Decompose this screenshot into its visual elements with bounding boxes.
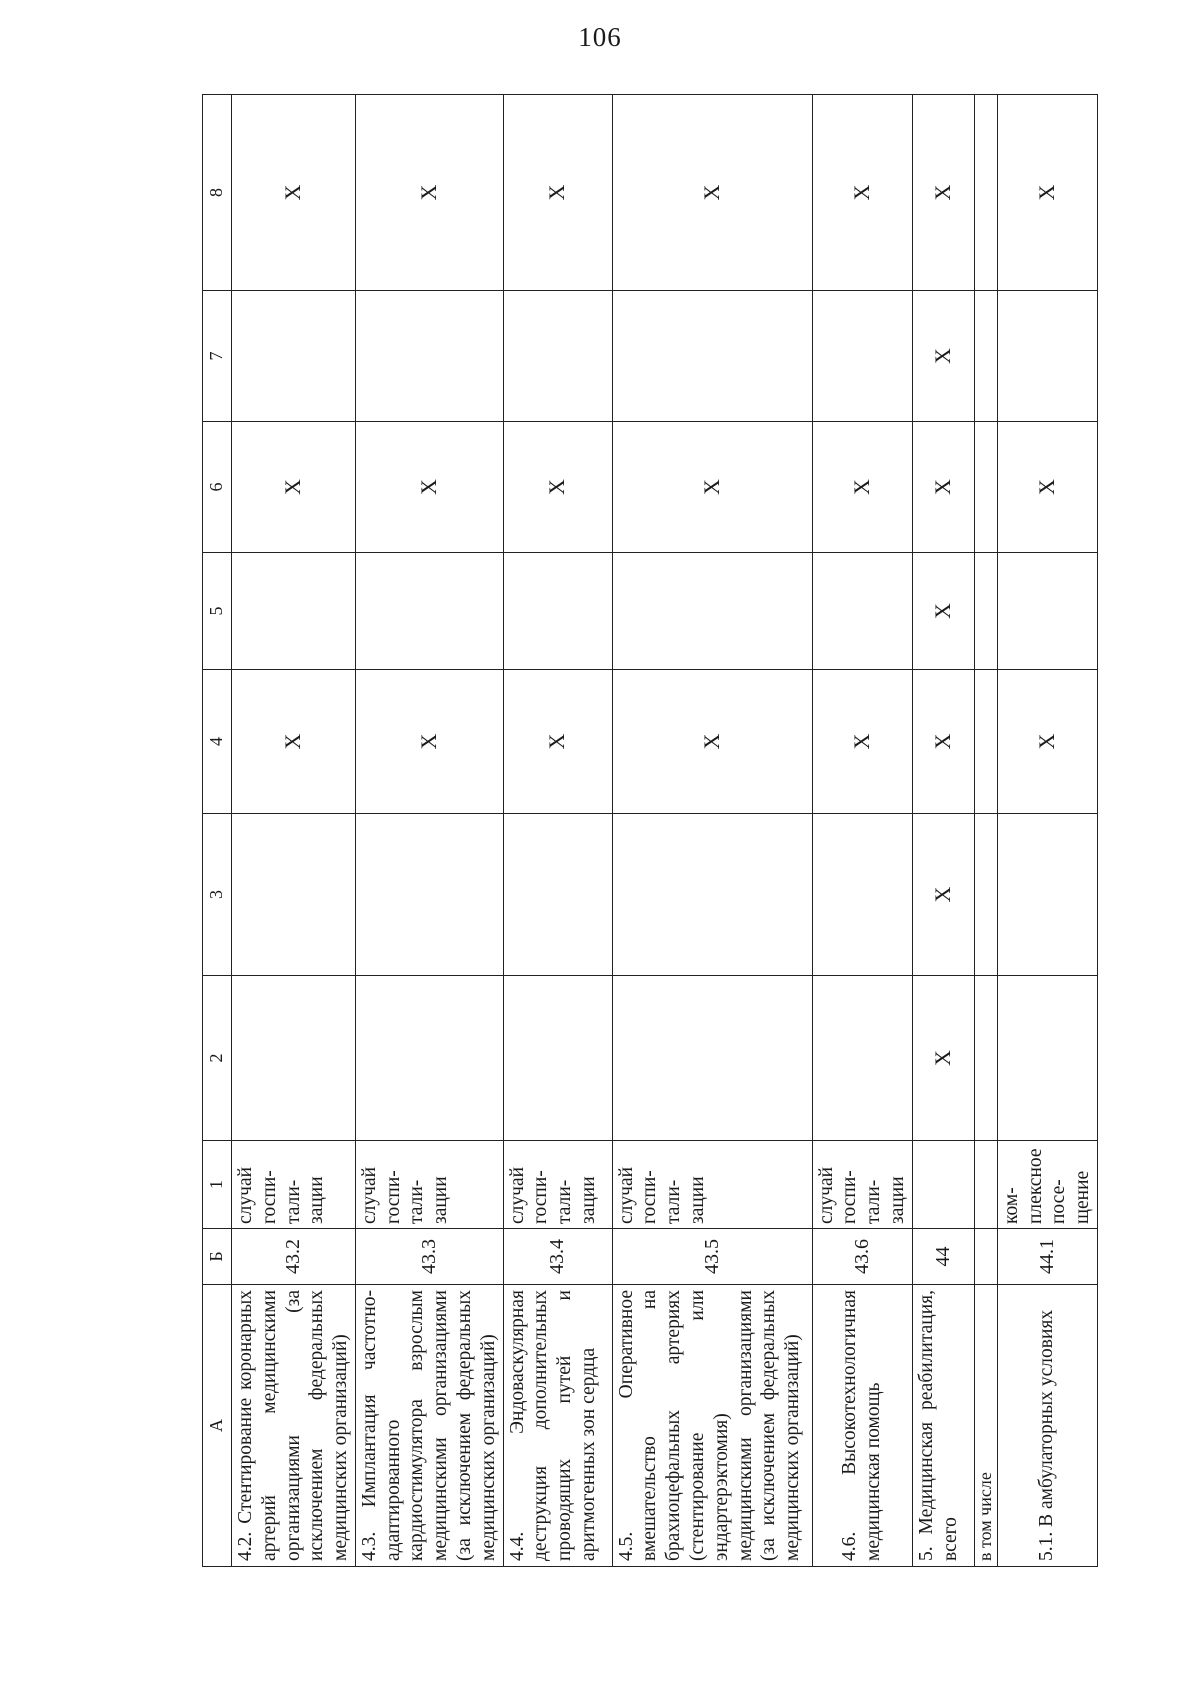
cell-col-7: [355, 291, 503, 422]
table-row: [997, 95, 1097, 1567]
col-header-b: Б: [203, 1229, 232, 1285]
col-header-5: 5: [203, 553, 232, 670]
cell-col-2: [355, 976, 503, 1141]
cell-col-3: [997, 814, 1097, 976]
cell-col-4: X: [912, 670, 974, 814]
cell-col-5: [812, 553, 912, 670]
cell-col-8: [974, 95, 997, 291]
cell-col-7: [612, 291, 812, 422]
cell-col-3: [355, 814, 503, 976]
row-unit: случай госпи-тали-зации: [503, 1141, 612, 1229]
table-row: [912, 95, 974, 1567]
cell-col-5: X: [912, 553, 974, 670]
cell-col-3: [232, 814, 356, 976]
row-unit: случай госпи-тали-зации: [812, 1141, 912, 1229]
cell-col-8: X: [997, 95, 1097, 291]
table-row: [503, 95, 612, 1567]
cell-col-2: [997, 976, 1097, 1141]
cell-col-3: [974, 814, 997, 976]
cell-col-6: X: [503, 422, 612, 553]
cell-col-6: X: [912, 422, 974, 553]
col-header-7: 7: [203, 291, 232, 422]
cell-col-4: X: [503, 670, 612, 814]
cell-col-3: [503, 814, 612, 976]
cell-col-6: X: [232, 422, 356, 553]
row-description: 5. Медицинская реабилитация, всего: [912, 1285, 974, 1567]
col-header-6: 6: [203, 422, 232, 553]
row-code: 43.3: [355, 1229, 503, 1285]
row-code: 44.1: [997, 1229, 1097, 1285]
row-unit: [974, 1141, 997, 1229]
row-code: 43.5: [612, 1229, 812, 1285]
cell-col-4: [974, 670, 997, 814]
col-header-3: 3: [203, 814, 232, 976]
cell-col-5: [503, 553, 612, 670]
cell-col-2: [612, 976, 812, 1141]
row-description: 4.3. Имплантация частотно-адаптированного кардиостимулятора взрослым медицинскими организациями (за исключением федеральных медицинских организаций): [355, 1285, 503, 1567]
rotated-table-container: [202, 95, 1127, 1567]
cell-col-3: [612, 814, 812, 976]
row-unit: [912, 1141, 974, 1229]
cell-col-5: [232, 553, 356, 670]
cell-col-7: [812, 291, 912, 422]
row-code: 43.2: [232, 1229, 356, 1285]
cell-col-7: [503, 291, 612, 422]
cell-col-4: X: [997, 670, 1097, 814]
table-row: [974, 95, 997, 1567]
row-unit: ком-плексное посе-щение: [997, 1141, 1097, 1229]
row-description: 4.5. Оперативное вмешательство на брахиоцефальных артериях (стентирование или эндартерэктомия) медицинскими организациями (за исключением федеральных медицинских организаций): [612, 1285, 812, 1567]
table-row: [612, 95, 812, 1567]
row-unit: случай госпи-тали-зации: [355, 1141, 503, 1229]
cell-col-8: X: [503, 95, 612, 291]
cell-col-8: X: [355, 95, 503, 291]
cell-col-5: [997, 553, 1097, 670]
cell-col-7: X: [912, 291, 974, 422]
row-unit: случай госпи-тали-зации: [612, 1141, 812, 1229]
row-unit: случай госпи-тали-зации: [232, 1141, 356, 1229]
cell-col-6: X: [812, 422, 912, 553]
col-header-4: 4: [203, 670, 232, 814]
cell-col-7: [997, 291, 1097, 422]
row-description: 4.2. Стентирование коронарных артерий медицинскими организациями (за исключением федеральных медицинских организаций): [232, 1285, 356, 1567]
cell-col-2: [812, 976, 912, 1141]
cell-col-5: [612, 553, 812, 670]
cell-col-4: X: [812, 670, 912, 814]
col-header-8: 8: [203, 95, 232, 291]
cell-col-4: X: [355, 670, 503, 814]
cell-col-2: [974, 976, 997, 1141]
data-table: [202, 94, 1098, 1567]
cell-col-2: X: [912, 976, 974, 1141]
table-row: [232, 95, 356, 1567]
cell-col-5: [355, 553, 503, 670]
page-number: 106: [578, 22, 622, 52]
cell-col-4: X: [612, 670, 812, 814]
cell-col-2: [232, 976, 356, 1141]
cell-col-6: [974, 422, 997, 553]
table-row: [355, 95, 503, 1567]
cell-col-3: X: [912, 814, 974, 976]
row-code: [974, 1229, 997, 1285]
cell-col-8: X: [612, 95, 812, 291]
cell-col-6: X: [997, 422, 1097, 553]
cell-col-8: X: [232, 95, 356, 291]
row-description: в том числе: [974, 1285, 997, 1567]
col-header-2: 2: [203, 976, 232, 1141]
col-header-a: А: [203, 1285, 232, 1567]
row-description: 4.6. Высокотехнологичная медицинская помощь: [812, 1285, 912, 1567]
header-row: [203, 95, 232, 1567]
cell-col-6: X: [355, 422, 503, 553]
row-code: 43.6: [812, 1229, 912, 1285]
cell-col-4: X: [232, 670, 356, 814]
cell-col-7: [974, 291, 997, 422]
row-description: 4.4. Эндоваскулярная деструкция дополнительных проводящих путей и аритмогенных зон сердца: [503, 1285, 612, 1567]
row-code: 43.4: [503, 1229, 612, 1285]
cell-col-6: X: [612, 422, 812, 553]
cell-col-8: X: [912, 95, 974, 291]
cell-col-2: [503, 976, 612, 1141]
row-description: 5.1. В амбулаторных условиях: [997, 1285, 1097, 1567]
cell-col-5: [974, 553, 997, 670]
table-row: [812, 95, 912, 1567]
cell-col-7: [232, 291, 356, 422]
cell-col-3: [812, 814, 912, 976]
cell-col-8: X: [812, 95, 912, 291]
row-code: 44: [912, 1229, 974, 1285]
col-header-1: 1: [203, 1141, 232, 1229]
